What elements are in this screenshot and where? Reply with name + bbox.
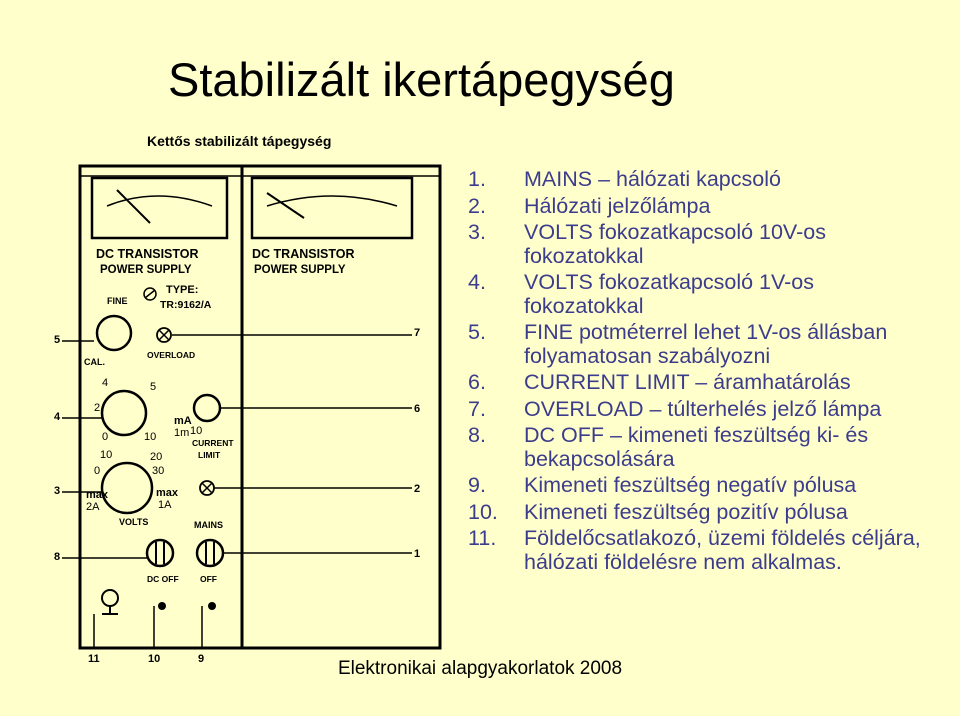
callout-5: 5: [54, 334, 61, 346]
legend-item: [468, 321, 938, 368]
callout-10: 10: [148, 653, 161, 665]
fine-label: FINE: [107, 296, 128, 306]
callout-6: 6: [414, 403, 421, 415]
legend-num: 1.: [468, 167, 486, 191]
legend-item: [468, 398, 938, 422]
callout-2: 2: [414, 483, 421, 495]
legend-num: 10.: [468, 499, 498, 524]
cal-label: CAL.: [84, 357, 105, 367]
legend-item: [468, 474, 938, 498]
callout-7: 7: [414, 327, 421, 339]
legend-item: [468, 371, 938, 395]
legend-num: 4.: [468, 270, 486, 294]
mains-switch[interactable]: [197, 540, 223, 566]
legend-text: Kimeneti feszültség negatív pólusa: [524, 473, 857, 497]
dial-label-0b: 0: [94, 465, 101, 477]
legend-text: OVERLOAD – túlterhelés jelző lámpa: [524, 396, 882, 421]
right-meter-needle: [267, 193, 304, 218]
volts-label: VOLTS: [119, 517, 149, 527]
volts-1v-knob[interactable]: [102, 391, 146, 435]
left-meter: [92, 178, 227, 238]
max-right-val: 1A: [158, 499, 172, 511]
mains-label: MAINS: [194, 520, 223, 530]
callout-3: 3: [54, 485, 61, 497]
legend-num: 6.: [468, 370, 486, 394]
current-limit-knob[interactable]: [194, 395, 220, 421]
left-panel-line2: POWER SUPPLY: [100, 264, 192, 276]
max-right: max: [156, 487, 179, 499]
right-panel-line2: POWER SUPPLY: [254, 264, 346, 276]
legend-item: [468, 501, 938, 525]
legend-num: 5.: [468, 320, 486, 344]
legend-item: [468, 168, 938, 192]
legend-num: 7.: [468, 396, 486, 421]
dc-off-switch[interactable]: [147, 540, 173, 566]
type-value: TR:9162/A: [160, 299, 212, 311]
slide-title: Stabilizált ikertápegység: [168, 53, 675, 106]
legend-text: MAINS – hálózati kapcsoló: [524, 167, 781, 191]
legend-text: Földelőcsatlakozó, üzemi földelés céljára, hálózati földelésre nem alkalmas.: [524, 526, 921, 574]
right-meter-scale: [267, 196, 397, 206]
legend-text: VOLTS fokozatkapcsoló 10V-os fokozatokkal: [524, 220, 826, 268]
dial-label-0: 0: [102, 431, 109, 443]
legend-num: 9.: [468, 473, 486, 497]
callout-4: 4: [54, 411, 61, 423]
current-label-2: LIMIT: [198, 450, 221, 460]
dial-label-10b: 10: [100, 449, 113, 461]
negative-terminal: [208, 602, 216, 610]
power-supply-drawing: [52, 128, 472, 673]
dial-label-20: 20: [150, 451, 163, 463]
ma-label: mA: [174, 415, 192, 427]
dc-off-label: DC OFF: [147, 574, 179, 584]
overload-label: OVERLOAD: [147, 350, 196, 360]
left-meter-needle: [117, 190, 150, 223]
legend-text: CURRENT LIMIT – áramhatárolás: [524, 370, 851, 394]
slide-footer: Elektronikai alapgyakorlatok 2008: [337, 658, 623, 679]
legend-text: DC OFF – kimeneti feszültség ki- és bekapcsolására: [524, 423, 869, 471]
dial-label-10: 10: [144, 431, 157, 443]
type-label: TYPE:: [166, 284, 199, 296]
callout-1: 1: [414, 548, 421, 560]
dial-label-30: 30: [152, 465, 165, 477]
fine-knob[interactable]: [97, 316, 131, 350]
dial-label-4: 4: [102, 377, 109, 389]
current-label-1: CURRENT: [192, 438, 234, 448]
legend-item: [468, 195, 938, 219]
legend-item: [468, 221, 938, 268]
legend-text: FINE potméterrel lehet 1V-os állásban folyamatosan szabályozni: [524, 320, 888, 368]
legend-item: [468, 527, 938, 574]
legend-num: 11.: [468, 526, 497, 550]
off-label: OFF: [200, 574, 217, 584]
callout-8: 8: [54, 551, 61, 563]
legend-num: 8.: [468, 423, 486, 447]
m1-label: 1m: [174, 427, 190, 439]
dial-label-2: 2: [94, 402, 101, 414]
legend-item: [468, 271, 938, 318]
dial-label-5: 5: [150, 381, 157, 393]
legend-list: [468, 168, 938, 577]
ground-terminal: [102, 590, 118, 606]
max-left-val: 2A: [86, 501, 100, 513]
right-meter: [252, 178, 412, 238]
positive-terminal: [158, 602, 166, 610]
m10-label: 10: [190, 425, 203, 437]
legend-item: [468, 424, 938, 471]
legend-num: 3.: [468, 220, 486, 244]
legend-text: VOLTS fokozatkapcsoló 1V-os fokozatokkal: [524, 270, 814, 318]
callout-9: 9: [198, 653, 205, 665]
right-panel-line1: DC TRANSISTOR: [252, 247, 355, 261]
volts-10v-knob[interactable]: [102, 463, 152, 513]
left-panel-line1: DC TRANSISTOR: [96, 247, 199, 261]
callout-11: 11: [88, 653, 100, 665]
diagram-caption: Kettős stabilizált tápegység: [147, 133, 332, 149]
legend-text: Kimeneti feszültség pozitív pólusa: [524, 499, 848, 524]
legend-num: 2.: [468, 193, 486, 218]
left-meter-scale: [107, 196, 212, 206]
max-left: max: [86, 489, 109, 501]
power-supply-diagram: [52, 128, 472, 673]
legend-text: Hálózati jelzőlámpa: [524, 193, 711, 218]
